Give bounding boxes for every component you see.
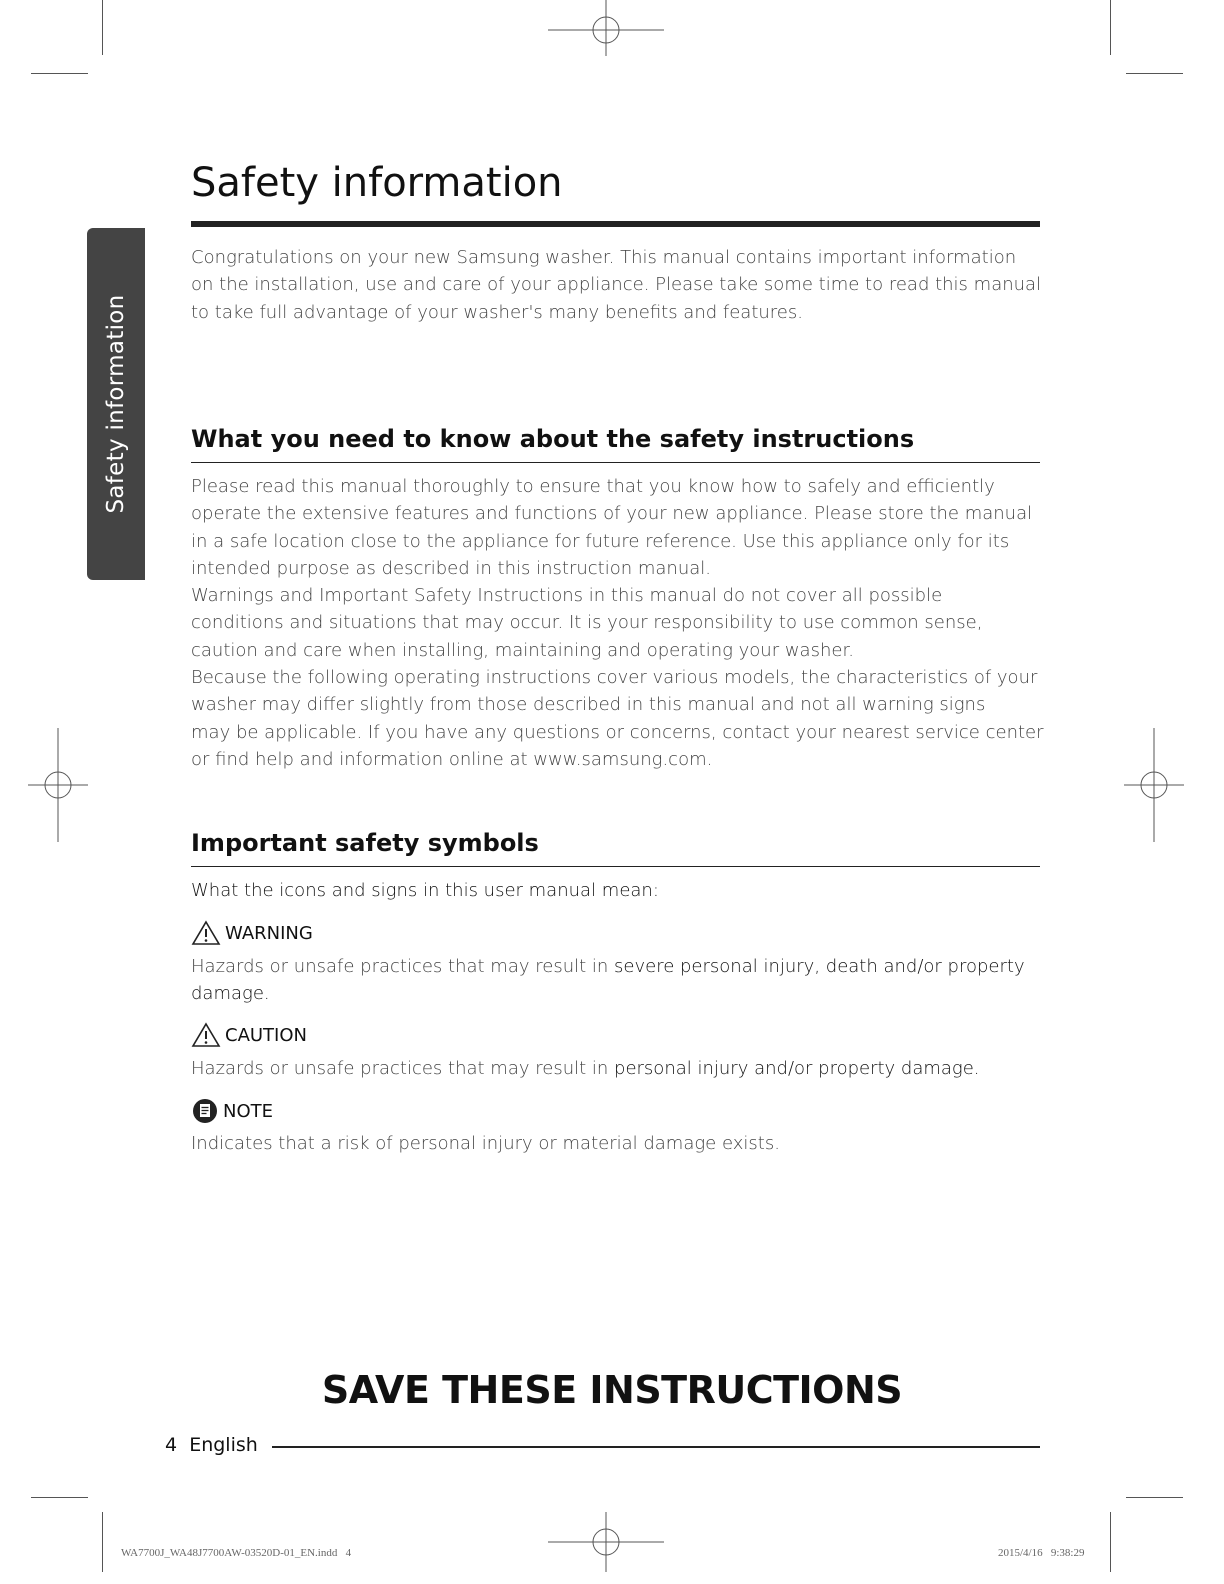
safety-instructions-paragraph [191, 473, 1044, 773]
registration-mark-bottom [548, 1512, 664, 1572]
body-line: intended purpose as described in this instruction manual. [191, 557, 711, 579]
caution-label-text: CAUTION [225, 1024, 307, 1046]
registration-mark-top [548, 0, 664, 56]
footer-language: English [189, 1434, 258, 1456]
warning-triangle-icon [191, 1022, 221, 1048]
symbols-intro: What the icons and signs in this user manual mean: [191, 880, 659, 901]
section-rule [191, 462, 1040, 463]
body-line: Because the following operating instructions cover various models, the characteristics of your [191, 667, 1038, 689]
save-instructions-banner: SAVE THESE INSTRUCTIONS [321, 1368, 903, 1412]
body-line: operate the extensive features and functions of your new appliance. Please store the manual [191, 503, 1033, 525]
warning-text-plain: Hazards or unsafe practices that may result in [191, 956, 615, 977]
caution-text-strong: personal injury and/or property damage. [614, 1058, 980, 1079]
body-line: may be applicable. If you have any questions or concerns, contact your nearest service center [191, 721, 1044, 743]
warning-text [191, 953, 1025, 1008]
footer-rule [272, 1446, 1040, 1448]
footer-page-label [165, 1434, 258, 1456]
registration-mark-left [28, 728, 88, 842]
side-section-tab [87, 228, 145, 580]
caution-text-plain: Hazards or unsafe practices that may result in [191, 1058, 615, 1079]
section-heading-safety-symbols: Important safety symbols [191, 829, 539, 857]
warning-label-text: WARNING [225, 922, 313, 944]
caution-text [191, 1055, 980, 1082]
section-heading-safety-instructions: What you need to know about the safety instructions [191, 425, 915, 453]
print-timestamp: 2015/4/16 9:38:29 [998, 1547, 1085, 1559]
page-number: 4 [165, 1434, 178, 1456]
intro-line: to take full advantage of your washer's many benefits and features. [191, 301, 803, 323]
caution-label [191, 1022, 307, 1048]
warning-triangle-icon [191, 920, 221, 946]
page-title: Safety information [191, 160, 563, 206]
note-label-text: NOTE [223, 1100, 274, 1122]
note-label [191, 1097, 273, 1125]
body-line: Please read this manual thoroughly to ensure that you know how to safely and efficiently [191, 476, 995, 497]
warning-text-strong: severe personal injury, death and/or property [614, 956, 1025, 977]
note-text: Indicates that a risk of personal injury or material damage exists. [191, 1133, 780, 1154]
body-line: conditions and situations that may occur. It is your responsibility to use common sense, [191, 612, 983, 634]
body-line: Warnings and Important Safety Instructions in this manual do not cover all possible [191, 585, 943, 607]
body-line: washer may differ slightly from those described in this manual and not all warning signs [191, 694, 986, 716]
intro-line: Congratulations on your new Samsung washer. This manual contains important information [191, 247, 1017, 268]
warning-label [191, 920, 313, 946]
intro-line: on the installation, use and care of your appliance. Please take some time to read this manual [191, 274, 1042, 296]
title-rule [191, 221, 1040, 227]
warning-text-line2: damage. [191, 983, 270, 1005]
note-icon [191, 1097, 219, 1125]
body-line: or find help and information online at www.samsung.com. [191, 748, 713, 770]
registration-mark-right [1124, 728, 1184, 842]
section-rule [191, 866, 1040, 867]
print-file-name: WA7700J_WA48J7700AW-03520D-01_EN.indd 4 [121, 1547, 352, 1559]
body-line: caution and care when installing, maintaining and operating your washer. [191, 639, 854, 661]
intro-paragraph [191, 244, 1041, 326]
body-line: in a safe location close to the appliance for future reference. Use this appliance only for its [191, 530, 1010, 552]
side-tab-label: Safety information [103, 294, 129, 514]
